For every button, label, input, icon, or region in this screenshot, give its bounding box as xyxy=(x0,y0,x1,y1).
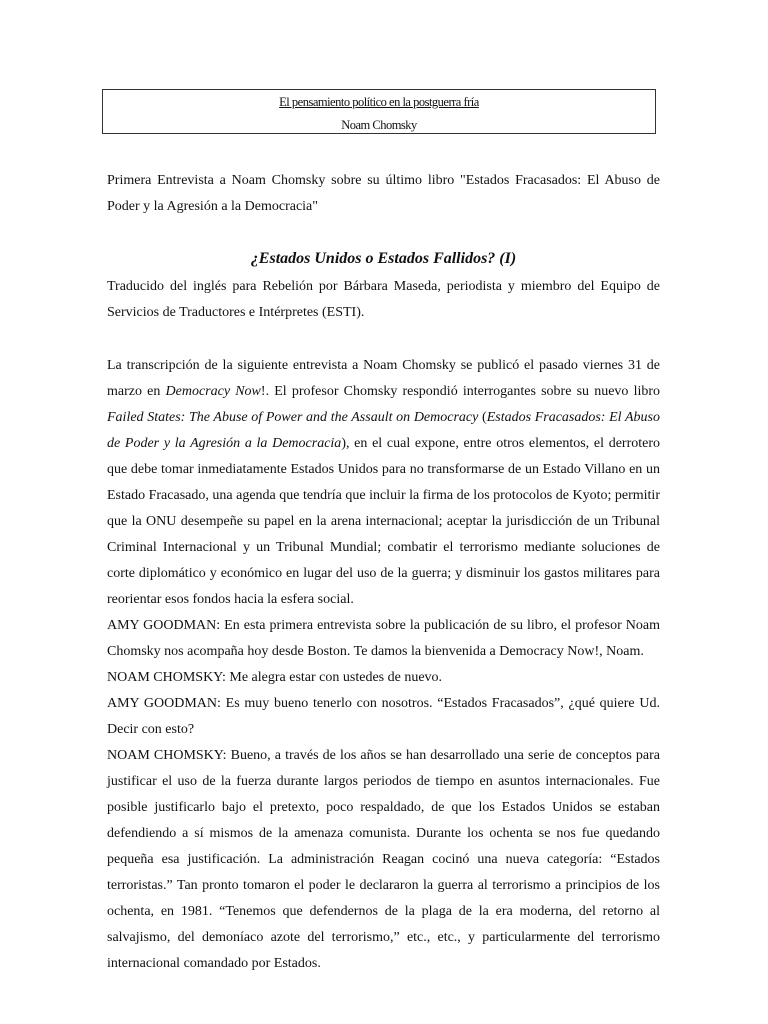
book-title-en: Failed States: The Abuse of Power and the Assault on Democracy xyxy=(107,410,479,425)
translator-credit: Traducido del inglés para Rebelión por Bárbara Maseda, periodista y miembro del Equipo de Servicios de Traductores e Intérpretes (ESTI). xyxy=(107,279,660,320)
document-title: El pensamiento político en la postguerra fría xyxy=(279,95,479,109)
article-heading: ¿Estados Unidos o Estados Fallidos? (I) xyxy=(250,250,517,267)
show-name: Democracy Now xyxy=(165,384,261,399)
body-text: ), en el cual expone, entre otros elementos, el derrotero que debe tomar inmediatamente Estados Unidos para no transformarse de un Estado Villano en un Estado Fracasado, una agenda que tendría que incluir la firma de los protocolos de Kyoto; permitir que la ONU desempeñe su papel en la arena internacional; aceptar la jurisdicción de un Tribunal Criminal Internacional y un Tribunal Mundial; combatir el terrorismo mediante soluciones de corte diplomático y económico en lugar del uso de la guerra; y disminuir los gastos militares para reorientar esos fondos hacia la esfera social. xyxy=(107,436,660,607)
document-author: Noam Chomsky xyxy=(341,118,417,132)
dialogue-paragraph: AMY GOODMAN: Es muy bueno tenerlo con nosotros. “Estados Fracasados”, ¿qué quiere Ud. Decir con esto? xyxy=(107,696,660,737)
body-text: La transcripción de la siguiente entrevista a Noam Chomsky se publicó el pasado viernes 31 de marzo en xyxy=(107,358,660,399)
dialogue-paragraph: NOAM CHOMSKY: Me alegra estar con ustedes de nuevo. xyxy=(107,670,443,685)
body-paragraph-intro xyxy=(107,353,660,613)
book-title-es: Estados Fracasados: El Abuso de Poder y la Agresión a la Democracia xyxy=(107,410,660,451)
body-text: !. El profesor Chomsky respondió interrogantes sobre su nuevo libro xyxy=(260,384,661,399)
intro-paragraph: Primera Entrevista a Noam Chomsky sobre su último libro "Estados Fracasados: El Abuso de Poder y la Agresión a la Democracia" xyxy=(107,173,660,214)
body-text: ( xyxy=(478,410,487,425)
article-body xyxy=(107,353,660,977)
dialogue-paragraph: NOAM CHOMSKY: Bueno, a través de los años se han desarrollado una serie de conceptos para justificar el uso de la fuerza durante largos periodos de tiempo en asuntos internacionales. Fue posible justificarlo bajo el pretexto, poco respaldado, de que los Estados Unidos se estaban defendiendo a sí mismos de la amenaza comunista. Durante los ochenta se nos fue quedando pequeña esa justificación. La administración Reagan cocinó una nueva categoría: “Estados terroristas.” Tan pronto tomaron el poder le declararon la guerra al terrorismo a principios de los ochenta, en 1981. “Tenemos que defendernos de la plaga de la era moderna, del retorno al salvajismo, del demoníaco azote del terrorismo,” etc., etc., y particularmente del terrorismo internacional comandado por Estados. xyxy=(107,748,660,971)
dialogue-paragraph: AMY GOODMAN: En esta primera entrevista sobre la publicación de su libro, el profesor Noam Chomsky nos acompaña hoy desde Boston. Te damos la bienvenida a Democracy Now!, Noam. xyxy=(107,618,660,659)
title-box xyxy=(102,89,656,134)
